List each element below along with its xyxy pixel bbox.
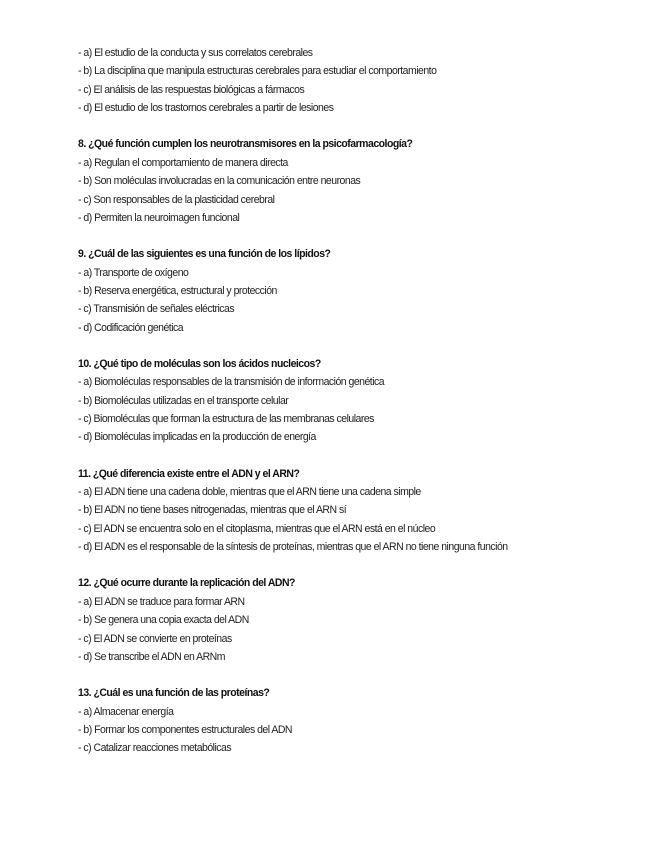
- question-title: 8. ¿Qué función cumplen los neurotransmisores en la psicofarmacología?: [78, 138, 413, 151]
- option-d: - d) Se transcribe el ADN en ARNm: [78, 650, 225, 663]
- question-8: [78, 135, 638, 227]
- option-c: - c) Son responsables de la plasticidad cerebral: [78, 193, 275, 206]
- option-b: - b) La disciplina que manipula estructuras cerebrales para estudiar el comportamiento: [78, 65, 437, 78]
- option-c: - c) El ADN se convierte en proteínas: [78, 632, 232, 645]
- option-a: - a) Biomoléculas responsables de la transmisión de información genética: [78, 376, 385, 389]
- option-a: - a) Transporte de oxígeno: [78, 266, 189, 279]
- option-a: - a) El ADN tiene una cadena doble, mientras que el ARN tiene una cadena simple: [78, 486, 421, 498]
- option-a: - a) El estudio de la conducta y sus correlatos cerebrales: [78, 47, 313, 59]
- option-b: - b) Reserva energética, estructural y protección: [78, 284, 277, 297]
- option-b: - b) El ADN no tiene bases nitrogenadas, mientras que el ARN sí: [78, 504, 347, 517]
- question-13: [78, 684, 638, 758]
- question-9: [78, 245, 638, 337]
- option-b: - b) Se genera una copia exacta del ADN: [78, 614, 249, 627]
- question-title: 13. ¿Cuál es una función de las proteínas?: [78, 687, 270, 700]
- option-d: - d) Permiten la neuroimagen funcional: [78, 211, 240, 224]
- option-c: - c) El análisis de las respuestas biológicas a fármacos: [78, 83, 305, 96]
- option-d: - d) El estudio de los trastornos cerebrales a partir de lesiones: [78, 102, 334, 115]
- option-b: - b) Son moléculas involucradas en la comunicación entre neuronas: [78, 175, 361, 188]
- option-a: - a) Regulan el comportamiento de manera directa: [78, 156, 288, 169]
- question-10: [78, 355, 638, 447]
- option-d: - d) Biomoléculas implicadas en la producción de energía: [78, 431, 316, 444]
- question-title: 10. ¿Qué tipo de moléculas son los ácidos nucleicos?: [78, 357, 321, 370]
- option-c: - c) Transmisión de señales eléctricas: [78, 303, 235, 316]
- quiz-content: [78, 44, 638, 775]
- option-b: - b) Biomoléculas utilizadas en el transporte celular: [78, 394, 289, 407]
- option-c: - c) Catalizar reacciones metabólicas: [78, 742, 232, 755]
- question-title: 11. ¿Qué diferencia existe entre el ADN y el ARN?: [78, 467, 300, 480]
- question-title: 9. ¿Cuál de las siguientes es una función de los lípidos?: [78, 248, 331, 261]
- option-a: - a) Almacenar energía: [78, 705, 174, 718]
- option-b: - b) Formar los componentes estructurales del ADN: [78, 723, 293, 736]
- option-c: - c) Biomoléculas que forman la estructura de las membranas celulares: [78, 413, 374, 426]
- option-a: - a) El ADN se traduce para formar ARN: [78, 595, 245, 608]
- question-title: 12. ¿Qué ocurre durante la replicación del ADN?: [78, 577, 295, 590]
- continued-question-options: [78, 44, 638, 118]
- option-c: - c) El ADN se encuentra solo en el citoplasma, mientras que el ARN está en el núcleo: [78, 522, 436, 535]
- question-11: [78, 465, 638, 557]
- option-d: - d) El ADN es el responsable de la síntesis de proteínas, mientras que el ARN no tiene ninguna función: [78, 541, 508, 554]
- option-d: - d) Codificación genética: [78, 321, 184, 334]
- question-12: [78, 574, 638, 666]
